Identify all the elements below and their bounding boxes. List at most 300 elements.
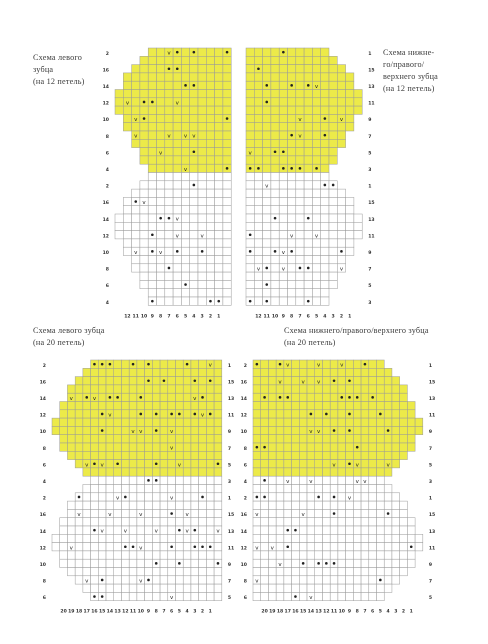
row-label-left: 4 xyxy=(105,168,109,173)
chart-cell xyxy=(106,592,114,600)
chart-cell xyxy=(52,534,60,542)
chart-cell xyxy=(168,393,176,401)
chart-cell xyxy=(254,197,262,205)
chart-cell xyxy=(361,443,369,451)
chart-cell xyxy=(132,73,140,81)
purl-symbol xyxy=(410,545,413,548)
chart-cell xyxy=(276,576,284,584)
chart-cell xyxy=(384,534,392,542)
chart-cell xyxy=(129,526,137,534)
chart-cell xyxy=(271,131,279,139)
chart-cell xyxy=(312,189,320,197)
chart-cell xyxy=(384,468,392,476)
chart-cell xyxy=(268,418,276,426)
chart-cell xyxy=(361,460,369,468)
chart-cell xyxy=(263,148,271,156)
knitting-chart-bottom-right xyxy=(233,356,481,644)
chart-cell xyxy=(321,264,329,272)
chart-cell xyxy=(354,222,362,230)
chart-cell xyxy=(288,173,296,181)
chart-cell xyxy=(98,368,106,376)
chart-cell xyxy=(369,518,377,526)
purl-symbol xyxy=(101,363,104,366)
chart-cell xyxy=(129,377,137,385)
purl-symbol xyxy=(168,67,171,70)
chart-cell xyxy=(83,468,91,476)
chart-cell xyxy=(369,360,377,368)
chart-cell xyxy=(346,526,354,534)
chart-cell xyxy=(279,272,287,280)
chart-cell xyxy=(346,123,354,131)
chart-cell xyxy=(181,247,189,255)
chart-cell xyxy=(315,443,323,451)
chart-cell xyxy=(173,189,181,197)
chart-cell xyxy=(384,551,392,559)
chart-cell xyxy=(206,239,214,247)
chart-cell xyxy=(353,559,361,567)
chart-cell xyxy=(276,426,284,434)
purl-symbol xyxy=(324,184,327,187)
chart-cell xyxy=(181,56,189,64)
chart-cell xyxy=(165,256,173,264)
caption-line: (на 12 петель) xyxy=(33,77,85,86)
chart-cell xyxy=(140,148,148,156)
purl-symbol xyxy=(193,184,196,187)
chart-cell xyxy=(392,460,400,468)
chart-cell xyxy=(392,543,400,551)
chart-cell xyxy=(346,568,354,576)
chart-cell xyxy=(114,534,122,542)
chart-cell xyxy=(392,393,400,401)
purl-symbol xyxy=(194,379,197,382)
chart-cell xyxy=(261,426,269,434)
chart-cell xyxy=(181,73,189,81)
chart-cell xyxy=(121,451,129,459)
chart-cell xyxy=(173,173,181,181)
chart-cell xyxy=(140,256,148,264)
chart-cell xyxy=(400,426,408,434)
chart-cell xyxy=(346,443,354,451)
stitch-number: 2 xyxy=(200,609,205,615)
chart-cell xyxy=(198,139,206,147)
chart-cell xyxy=(346,197,354,205)
chart-cell xyxy=(268,451,276,459)
chart-cell xyxy=(215,280,223,288)
chart-cell xyxy=(198,197,206,205)
chart-cell xyxy=(329,90,337,98)
chart-cell xyxy=(284,576,292,584)
chart-cell xyxy=(190,56,198,64)
chart-cell xyxy=(148,56,156,64)
chart-cell xyxy=(353,526,361,534)
purl-symbol xyxy=(333,379,336,382)
chart-cell xyxy=(288,73,296,81)
chart-cell xyxy=(176,377,184,385)
chart-cell xyxy=(384,443,392,451)
chart-cell xyxy=(322,518,330,526)
chart-cell xyxy=(315,385,323,393)
chart-cell xyxy=(329,222,337,230)
chart-cell xyxy=(284,443,292,451)
chart-cell xyxy=(246,73,254,81)
chart-cell xyxy=(322,534,330,542)
chart-cell xyxy=(121,377,129,385)
slip-symbol: v xyxy=(340,362,344,369)
row-label-left: 12 xyxy=(39,413,46,419)
chart-cell xyxy=(307,559,315,567)
chart-cell xyxy=(191,493,199,501)
chart-cell xyxy=(145,485,153,493)
chart-cell xyxy=(268,468,276,476)
chart-cell xyxy=(312,256,320,264)
stitch-number: 1 xyxy=(348,314,352,320)
chart-cell xyxy=(183,576,191,584)
chart-cell xyxy=(199,501,207,509)
chart-cell xyxy=(123,206,131,214)
chart-cell xyxy=(369,509,377,517)
chart-cell xyxy=(114,426,122,434)
chart-cell xyxy=(206,451,214,459)
chart-cell xyxy=(165,98,173,106)
chart-cell xyxy=(98,501,106,509)
chart-cell xyxy=(214,584,222,592)
chart-cell xyxy=(288,297,296,305)
chart-cell xyxy=(296,197,304,205)
chart-cell xyxy=(98,551,106,559)
chart-cell xyxy=(312,280,320,288)
chart-cell xyxy=(198,156,206,164)
chart-cell xyxy=(75,534,83,542)
purl-symbol xyxy=(178,413,181,416)
chart-cell xyxy=(407,551,415,559)
chart-cell xyxy=(288,189,296,197)
purl-symbol xyxy=(151,233,154,236)
chart-cell xyxy=(121,393,129,401)
chart-cell xyxy=(304,114,312,122)
chart-cell xyxy=(271,173,279,181)
purl-symbol xyxy=(371,396,374,399)
chart-cell xyxy=(181,264,189,272)
chart-cell xyxy=(140,272,148,280)
slip-symbol: v xyxy=(309,429,313,436)
chart-cell xyxy=(315,476,323,484)
chart-cell xyxy=(173,256,181,264)
chart-cell xyxy=(173,148,181,156)
chart-cell xyxy=(338,559,346,567)
purl-symbol xyxy=(109,396,112,399)
chart-cell xyxy=(271,297,279,305)
chart-cell xyxy=(75,410,83,418)
chart-cell xyxy=(312,239,320,247)
chart-cell xyxy=(173,114,181,122)
chart-cell xyxy=(215,48,223,56)
chart-cell xyxy=(67,501,75,509)
purl-symbol xyxy=(209,413,212,416)
chart-cell xyxy=(392,385,400,393)
chart-cell xyxy=(98,509,106,517)
chart-cell xyxy=(168,576,176,584)
chart-cell xyxy=(121,551,129,559)
chart-cell xyxy=(253,410,261,418)
chart-cell xyxy=(206,518,214,526)
chart-cell xyxy=(98,493,106,501)
chart-cell xyxy=(140,239,148,247)
chart-cell xyxy=(296,81,304,89)
chart-cell xyxy=(121,468,129,476)
chart-cell xyxy=(268,592,276,600)
chart-cell xyxy=(52,418,60,426)
chart-cell xyxy=(312,156,320,164)
slip-symbol: v xyxy=(92,395,97,402)
chart-cell xyxy=(330,576,338,584)
chart-cell xyxy=(288,156,296,164)
chart-cell xyxy=(183,501,191,509)
stitch-number: 20 xyxy=(60,609,67,615)
chart-cell xyxy=(129,418,137,426)
chart-cell xyxy=(190,98,198,106)
chart-cell xyxy=(145,493,153,501)
chart-cell xyxy=(415,534,423,542)
chart-cell xyxy=(215,81,223,89)
chart-cell xyxy=(284,385,292,393)
chart-cell xyxy=(353,592,361,600)
stitch-number: 12 xyxy=(255,314,262,320)
chart-cell xyxy=(304,164,312,172)
stitch-number: 4 xyxy=(323,314,327,320)
purl-symbol xyxy=(201,250,204,253)
chart-cell xyxy=(261,460,269,468)
chart-cell xyxy=(67,518,75,526)
chart-cell xyxy=(183,368,191,376)
chart-cell xyxy=(268,576,276,584)
chart-cell xyxy=(304,131,312,139)
chart-cell xyxy=(369,485,377,493)
chart-cell xyxy=(271,164,279,172)
chart-cell xyxy=(330,592,338,600)
chart-cell xyxy=(299,485,307,493)
chart-cell xyxy=(407,410,415,418)
chart-cell xyxy=(338,551,346,559)
chart-cell xyxy=(330,443,338,451)
chart-cell xyxy=(392,526,400,534)
chart-cell xyxy=(129,584,137,592)
chart-cell xyxy=(137,435,145,443)
row-label-left: 2 xyxy=(243,496,247,502)
stitch-number: 5 xyxy=(378,609,382,615)
chart-cell xyxy=(160,368,168,376)
chart-cell xyxy=(199,584,207,592)
chart-cell xyxy=(330,451,338,459)
chart-cell xyxy=(321,139,329,147)
chart-cell xyxy=(271,189,279,197)
stitch-number: 4 xyxy=(192,314,196,320)
stitch-number: 14 xyxy=(307,609,315,615)
chart-cell xyxy=(137,418,145,426)
chart-cell xyxy=(246,189,254,197)
slip-symbol: v xyxy=(316,379,321,386)
chart-cell xyxy=(271,206,279,214)
chart-cell xyxy=(183,418,191,426)
chart-cell xyxy=(206,81,214,89)
chart-cell xyxy=(279,231,287,239)
chart-cell xyxy=(276,435,284,443)
chart-cell xyxy=(304,156,312,164)
slip-symbol: v xyxy=(255,545,259,552)
slip-symbol: v xyxy=(339,117,344,124)
chart-cell xyxy=(322,468,330,476)
row-label-left: 14 xyxy=(240,529,247,535)
chart-cell xyxy=(106,543,114,551)
chart-cell xyxy=(176,426,184,434)
chart-cell xyxy=(83,410,91,418)
chart-cell xyxy=(322,451,330,459)
chart-cell xyxy=(67,534,75,542)
chart-cell xyxy=(346,509,354,517)
chart-cell xyxy=(271,272,279,280)
row-label-left: 8 xyxy=(243,579,247,585)
chart-cell xyxy=(271,231,279,239)
chart-cell xyxy=(253,485,261,493)
chart-cell xyxy=(206,385,214,393)
row-label-left: 6 xyxy=(42,596,46,602)
chart-cell xyxy=(271,98,279,106)
chart-cell xyxy=(148,206,156,214)
chart-cell xyxy=(353,418,361,426)
row-label-left: 16 xyxy=(240,513,247,519)
chart-cell xyxy=(254,239,262,247)
chart-cell xyxy=(198,73,206,81)
chart-cell xyxy=(183,435,191,443)
chart-cell xyxy=(377,435,385,443)
purl-symbol xyxy=(333,512,336,515)
chart-cell xyxy=(284,435,292,443)
chart-cell xyxy=(191,518,199,526)
chart-cell xyxy=(400,418,408,426)
chart-cell xyxy=(199,518,207,526)
slip-symbol: v xyxy=(177,462,181,469)
chart-cell xyxy=(206,559,214,567)
chart-cell xyxy=(137,443,145,451)
chart-cell xyxy=(181,206,189,214)
slip-symbol: v xyxy=(100,462,104,469)
row-label-right: 1 xyxy=(428,496,433,502)
chart-cell xyxy=(400,518,408,526)
chart-cell xyxy=(329,106,337,114)
purl-symbol xyxy=(265,84,268,87)
chart-cell xyxy=(296,123,304,131)
chart-cell xyxy=(279,81,287,89)
chart-cell xyxy=(140,231,148,239)
purl-symbol xyxy=(307,300,310,303)
chart-cell xyxy=(191,592,199,600)
chart-cell xyxy=(330,534,338,542)
row-label-right: 15 xyxy=(368,68,375,74)
purl-symbol xyxy=(209,545,212,548)
purl-symbol xyxy=(194,545,197,548)
chart-cell xyxy=(83,377,91,385)
knitting-chart-top-right xyxy=(228,44,418,332)
chart-cell xyxy=(91,485,99,493)
chart-cell xyxy=(384,402,392,410)
chart-cell xyxy=(191,460,199,468)
row-label-right: 11 xyxy=(368,234,375,240)
chart-cell xyxy=(292,509,300,517)
chart-cell xyxy=(276,468,284,476)
chart-cell xyxy=(361,368,369,376)
slip-symbol: v xyxy=(167,50,171,57)
chart-cell xyxy=(384,584,392,592)
chart-cell xyxy=(346,239,354,247)
chart-cell xyxy=(132,81,140,89)
chart-cell xyxy=(215,222,223,230)
chart-cell xyxy=(271,222,279,230)
chart-cell xyxy=(392,443,400,451)
chart-cell xyxy=(292,368,300,376)
chart-cell xyxy=(337,197,345,205)
chart-cell xyxy=(321,197,329,205)
chart-cell xyxy=(254,173,262,181)
chart-cell xyxy=(214,418,222,426)
chart-cell xyxy=(160,443,168,451)
chart-cell xyxy=(312,264,320,272)
chart-cell xyxy=(160,576,168,584)
chart-cell xyxy=(279,123,287,131)
chart-cell xyxy=(279,256,287,264)
chart-cell xyxy=(253,476,261,484)
chart-cell xyxy=(271,239,279,247)
chart-cell xyxy=(206,264,214,272)
purl-symbol xyxy=(290,167,293,170)
chart-cell xyxy=(165,123,173,131)
chart-cell xyxy=(214,551,222,559)
chart-cell xyxy=(246,272,254,280)
stitch-number: 8 xyxy=(154,609,158,615)
chart-cell xyxy=(315,551,323,559)
chart-cell xyxy=(369,584,377,592)
chart-cell xyxy=(279,214,287,222)
chart-cell xyxy=(337,81,345,89)
caption-line: Схема левого xyxy=(33,53,83,62)
chart-cell xyxy=(292,435,300,443)
purl-symbol xyxy=(147,379,150,382)
chart-cell xyxy=(137,568,145,576)
chart-cell xyxy=(215,139,223,147)
purl-symbol xyxy=(163,379,166,382)
chart-cell xyxy=(321,148,329,156)
slip-symbol: v xyxy=(216,528,220,535)
chart-cell xyxy=(214,377,222,385)
chart-cell xyxy=(191,443,199,451)
chart-cell xyxy=(121,385,129,393)
chart-cell xyxy=(296,90,304,98)
chart-cell xyxy=(199,592,207,600)
chart-cell xyxy=(160,402,168,410)
chart-cell xyxy=(67,568,75,576)
chart-cell xyxy=(83,443,91,451)
chart-cell xyxy=(160,418,168,426)
chart-cell xyxy=(83,385,91,393)
chart-cell xyxy=(137,451,145,459)
purl-symbol xyxy=(279,363,282,366)
chart-cell xyxy=(152,393,160,401)
chart-cell xyxy=(353,410,361,418)
stitch-number: 17 xyxy=(83,609,90,615)
stitch-number: 19 xyxy=(269,609,276,615)
chart-cell xyxy=(75,518,83,526)
chart-cell xyxy=(263,272,271,280)
chart-cell xyxy=(292,485,300,493)
row-label-right: 11 xyxy=(227,413,235,419)
